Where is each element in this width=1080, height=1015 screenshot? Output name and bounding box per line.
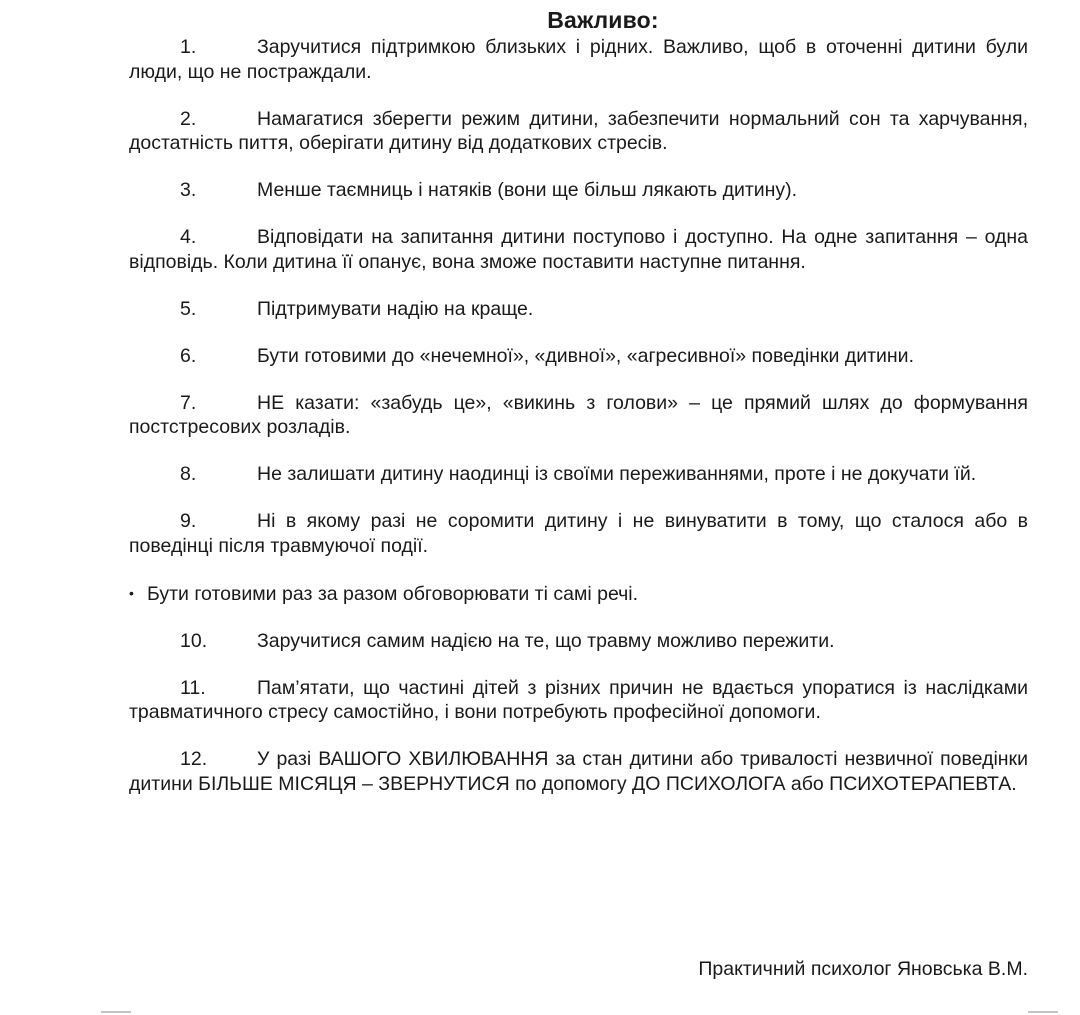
list-item [129, 344, 1028, 369]
item-number: 4. [180, 226, 197, 248]
list-item [129, 35, 1028, 84]
item-text: У разі ВАШОГО ХВИЛЮВАННЯ за стан дитини або тривалості незвичної поведінки дитини БІЛЬШЕ МІСЯЦЯ – ЗВЕРНУТИСЯ по допомогу ДО ПСИХОЛОГА або ПСИХОТЕРАПЕВТА. [129, 748, 1028, 795]
list-item [129, 747, 1028, 796]
page-edge-mark-right [1028, 1011, 1058, 1013]
list-item [129, 462, 1028, 487]
item-number: 5. [180, 297, 197, 320]
list-item [129, 297, 1028, 322]
item-number: 7. [180, 391, 197, 414]
item-text: Не залишати дитину наодинці із своїми переживаннями, проте і не докучати їй. [257, 463, 977, 485]
item-number: 2. [180, 107, 197, 130]
list-item [129, 629, 1028, 654]
signature: Практичний психолог Яновська В.М. [698, 958, 1028, 980]
item-text: Менше таємниць і натяків (вони ще більш лякають дитину). [257, 179, 798, 201]
item-text: Намагатися зберегти режим дитини, забезпечити нормальний сон та харчування, достатність пиття, оберігати дитину від додаткових стресів. [129, 107, 1028, 154]
item-text: Заручитися самим надією на те, що травму можливо пережити. [257, 629, 835, 652]
list-item [129, 676, 1028, 725]
list-item [129, 107, 1028, 156]
item-number: 8. [180, 463, 197, 485]
list-item [129, 225, 1028, 274]
page-edge-mark-left [101, 1011, 131, 1013]
bullet-text: Бути готовими раз за разом обговорювати ті самі речі. [147, 582, 639, 605]
list-item [129, 509, 1028, 558]
item-text: Ні в якому разі не соромити дитину і не винуватити в тому, що сталося або в поведінці після травмуючої події. [129, 510, 1028, 557]
item-number: 9. [180, 510, 197, 532]
item-text: НЕ казати: «забудь це», «викинь з голови» – це прямий шлях до формування постстресових розладів. [129, 391, 1028, 438]
item-text: Підтримувати надію на краще. [257, 297, 534, 320]
item-text: Бути готовими до «нечемної», «дивної», «агресивної» поведінки дитини. [257, 344, 914, 367]
item-number: 10. [180, 629, 208, 652]
list-item [129, 391, 1028, 440]
item-number: 3. [180, 179, 197, 201]
item-text: Відповідати на запитання дитини поступово і доступно. На одне запитання – одна відповідь. Коли дитина її опанує, вона зможе поставити наступне питання. [129, 226, 1028, 273]
item-text: Заручитися підтримкою близьких і рідних. Важливо, щоб в оточенні дитини були люди, що не постраждали. [129, 36, 1028, 83]
item-number: 12. [180, 748, 208, 770]
item-number: 1. [180, 36, 197, 58]
item-text: Пам’ятати, що частині дітей з різних причин не вдається упоратися із наслідками травматичного стресу самостійно, і вони потребують професійної допомоги. [129, 676, 1028, 723]
bullet-item [129, 581, 1028, 607]
item-number: 11. [180, 676, 206, 699]
item-number: 6. [180, 344, 197, 367]
recommendations-list [129, 35, 1028, 819]
list-item [129, 178, 1028, 203]
document-heading: Важливо: [547, 7, 659, 33]
bullet-symbol: • [129, 584, 134, 601]
